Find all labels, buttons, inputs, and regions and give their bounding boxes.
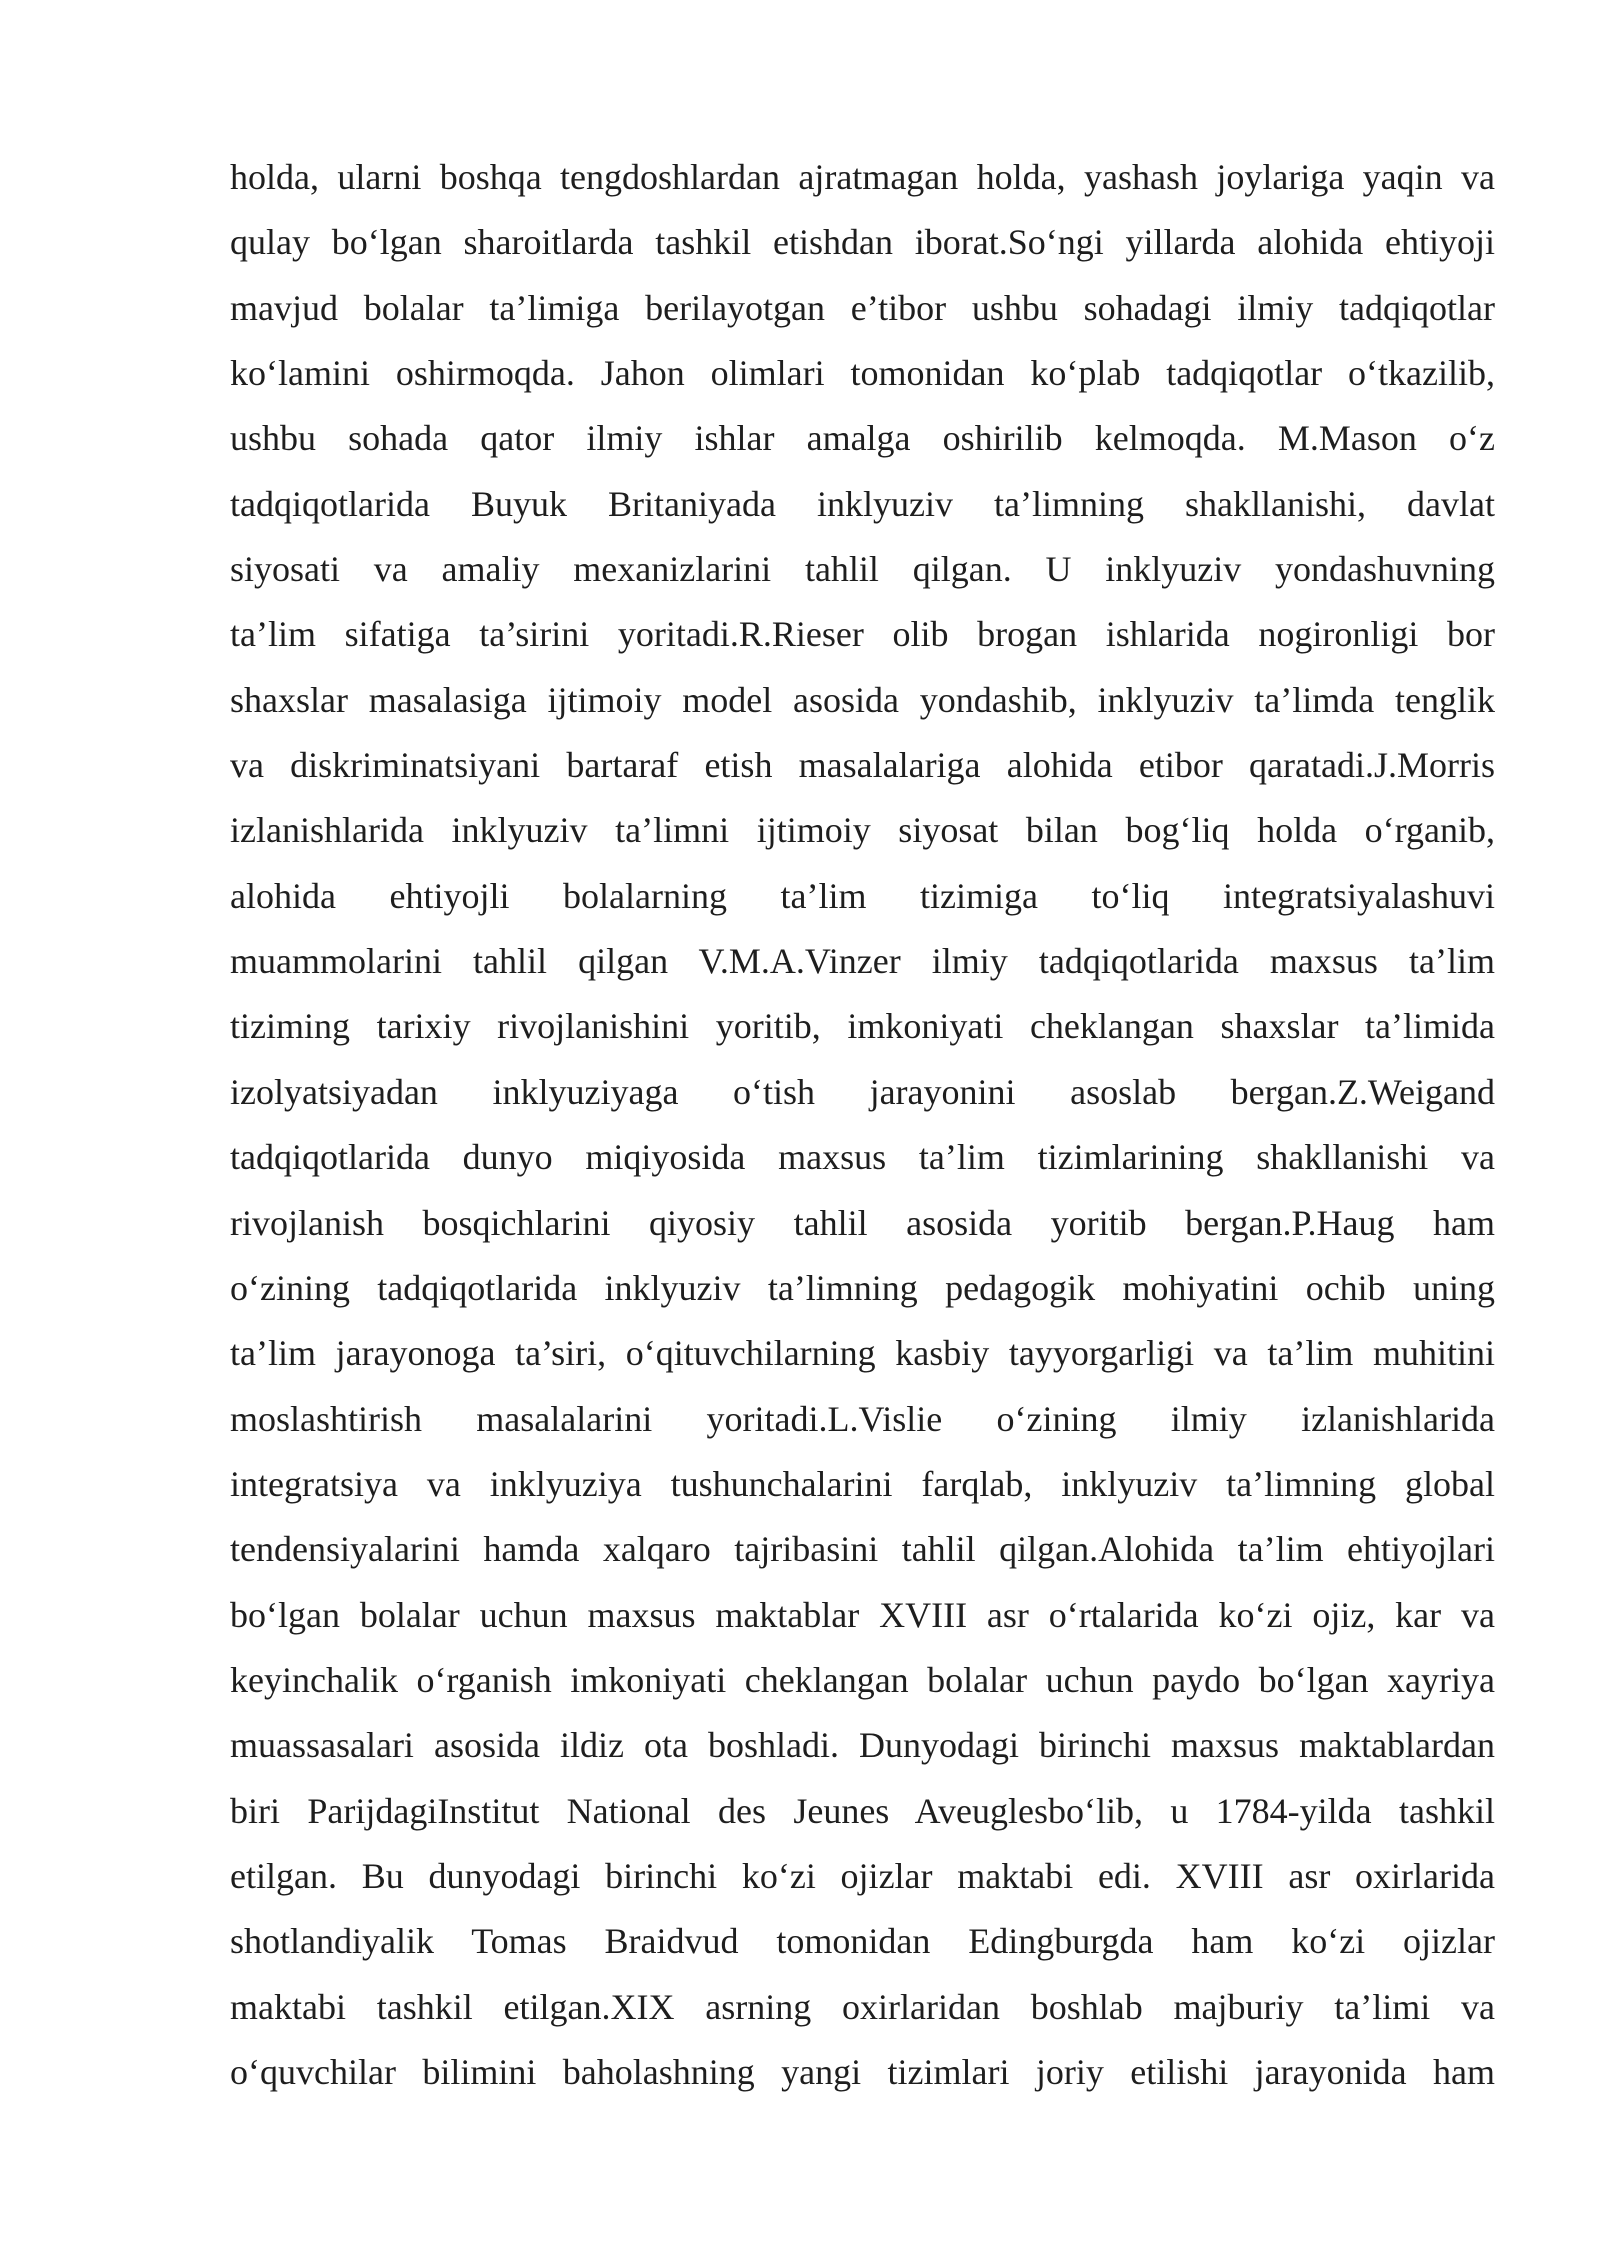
text-line: shotlandiyalik Tomas Braidvud tomonidan Edingburgda ham koʻzi ojizlar — [230, 1921, 1495, 1962]
text-line: tadqiqotlarida Buyuk Britaniyada inklyuziv ta’limning shakllanishi, davlat — [230, 483, 1495, 524]
text-line: shaxslar masalasiga ijtimoiy model asosida yondashib, inklyuziv ta’limda tenglik — [230, 679, 1495, 720]
text-line: maktabi tashkil etilgan.XIX asrning oxirlaridan boshlab majburiy ta’limi va — [230, 1986, 1495, 2027]
text-line: qulay boʻlgan sharoitlarda tashkil etishdan iborat.Soʻngi yillarda alohida ehtiyoji — [230, 222, 1495, 263]
text-line: keyinchalik oʻrganish imkoniyati cheklangan bolalar uchun paydo boʻlgan xayriya — [230, 1659, 1495, 1700]
body-text — [230, 145, 1495, 2105]
text-line: muammolarini tahlil qilgan V.M.A.Vinzer ilmiy tadqiqotlarida maxsus ta’lim — [230, 941, 1495, 982]
text-line: va diskriminatsiyani bartaraf etish masalalariga alohida etibor qaratadi.J.Morris — [230, 745, 1495, 786]
text-line: oʻquvchilar bilimini baholashning yangi tizimlari joriy etilishi jarayonida ham — [230, 2051, 1495, 2092]
text-line: izolyatsiyadan inklyuziyaga oʻtish jarayonini asoslab bergan.Z.Weigand — [230, 1071, 1495, 1112]
text-line: ta’lim jarayonoga ta’siri, oʻqituvchilarning kasbiy tayyorgarligi va ta’lim muhitini — [230, 1333, 1495, 1374]
text-line: tendensiyalarini hamda xalqaro tajribasini tahlil qilgan.Alohida ta’lim ehtiyojlari — [230, 1529, 1495, 1570]
text-line: mavjud bolalar ta’limiga berilayotgan e’tibor ushbu sohadagi ilmiy tadqiqotlar — [230, 287, 1495, 328]
text-line: siyosati va amaliy mexanizlarini tahlil qilgan. U inklyuziv yondashuvning — [230, 549, 1495, 590]
text-line: muassasalari asosida ildiz ota boshladi. Dunyodagi birinchi maxsus maktablardan — [230, 1725, 1495, 1766]
text-line: holda, ularni boshqa tengdoshlardan ajratmagan holda, yashash joylariga yaqin va — [230, 157, 1495, 197]
text-line: tiziming tarixiy rivojlanishini yoritib, imkoniyati cheklangan shaxslar ta’limida — [230, 1006, 1495, 1047]
text-line: etilgan. Bu dunyodagi birinchi koʻzi ojizlar maktabi edi. XVIII asr oxirlarida — [230, 1855, 1495, 1896]
text-line: izlanishlarida inklyuziv ta’limni ijtimoiy siyosat bilan bogʻliq holda oʻrganib, — [230, 810, 1495, 851]
text-line: integratsiya va inklyuziya tushunchalarini farqlab, inklyuziv ta’limning global — [230, 1463, 1495, 1504]
text-line: oʻzining tadqiqotlarida inklyuziv ta’limning pedagogik mohiyatini ochib uning — [230, 1267, 1495, 1308]
text-line: tadqiqotlarida dunyo miqiyosida maxsus ta’lim tizimlarining shakllanishi va — [230, 1137, 1495, 1178]
text-line: alohida ehtiyojli bolalarning ta’lim tizimiga toʻliq integratsiyalashuvi — [230, 875, 1495, 916]
text-line: moslashtirish masalalarini yoritadi.L.Vislie oʻzining ilmiy izlanishlarida — [230, 1398, 1495, 1439]
text-line: rivojlanish bosqichlarini qiyosiy tahlil asosida yoritib bergan.P.Haug ham — [230, 1202, 1495, 1243]
text-line: ta’lim sifatiga ta’sirini yoritadi.R.Rieser olib brogan ishlarida nogironligi bor — [230, 614, 1495, 655]
text-line: koʻlamini oshirmoqda. Jahon olimlari tomonidan koʻplab tadqiqotlar oʻtkazilib, — [230, 353, 1495, 394]
text-line: boʻlgan bolalar uchun maxsus maktablar XVIII asr oʻrtalarida koʻzi ojiz, kar va — [230, 1594, 1495, 1635]
text-line: ushbu sohada qator ilmiy ishlar amalga oshirilib kelmoqda. M.Mason oʻz — [230, 418, 1495, 459]
text-line: biri ParijdagiInstitut National des Jeunes Aveuglesboʻlib, u 1784-yilda tashkil — [230, 1790, 1495, 1831]
